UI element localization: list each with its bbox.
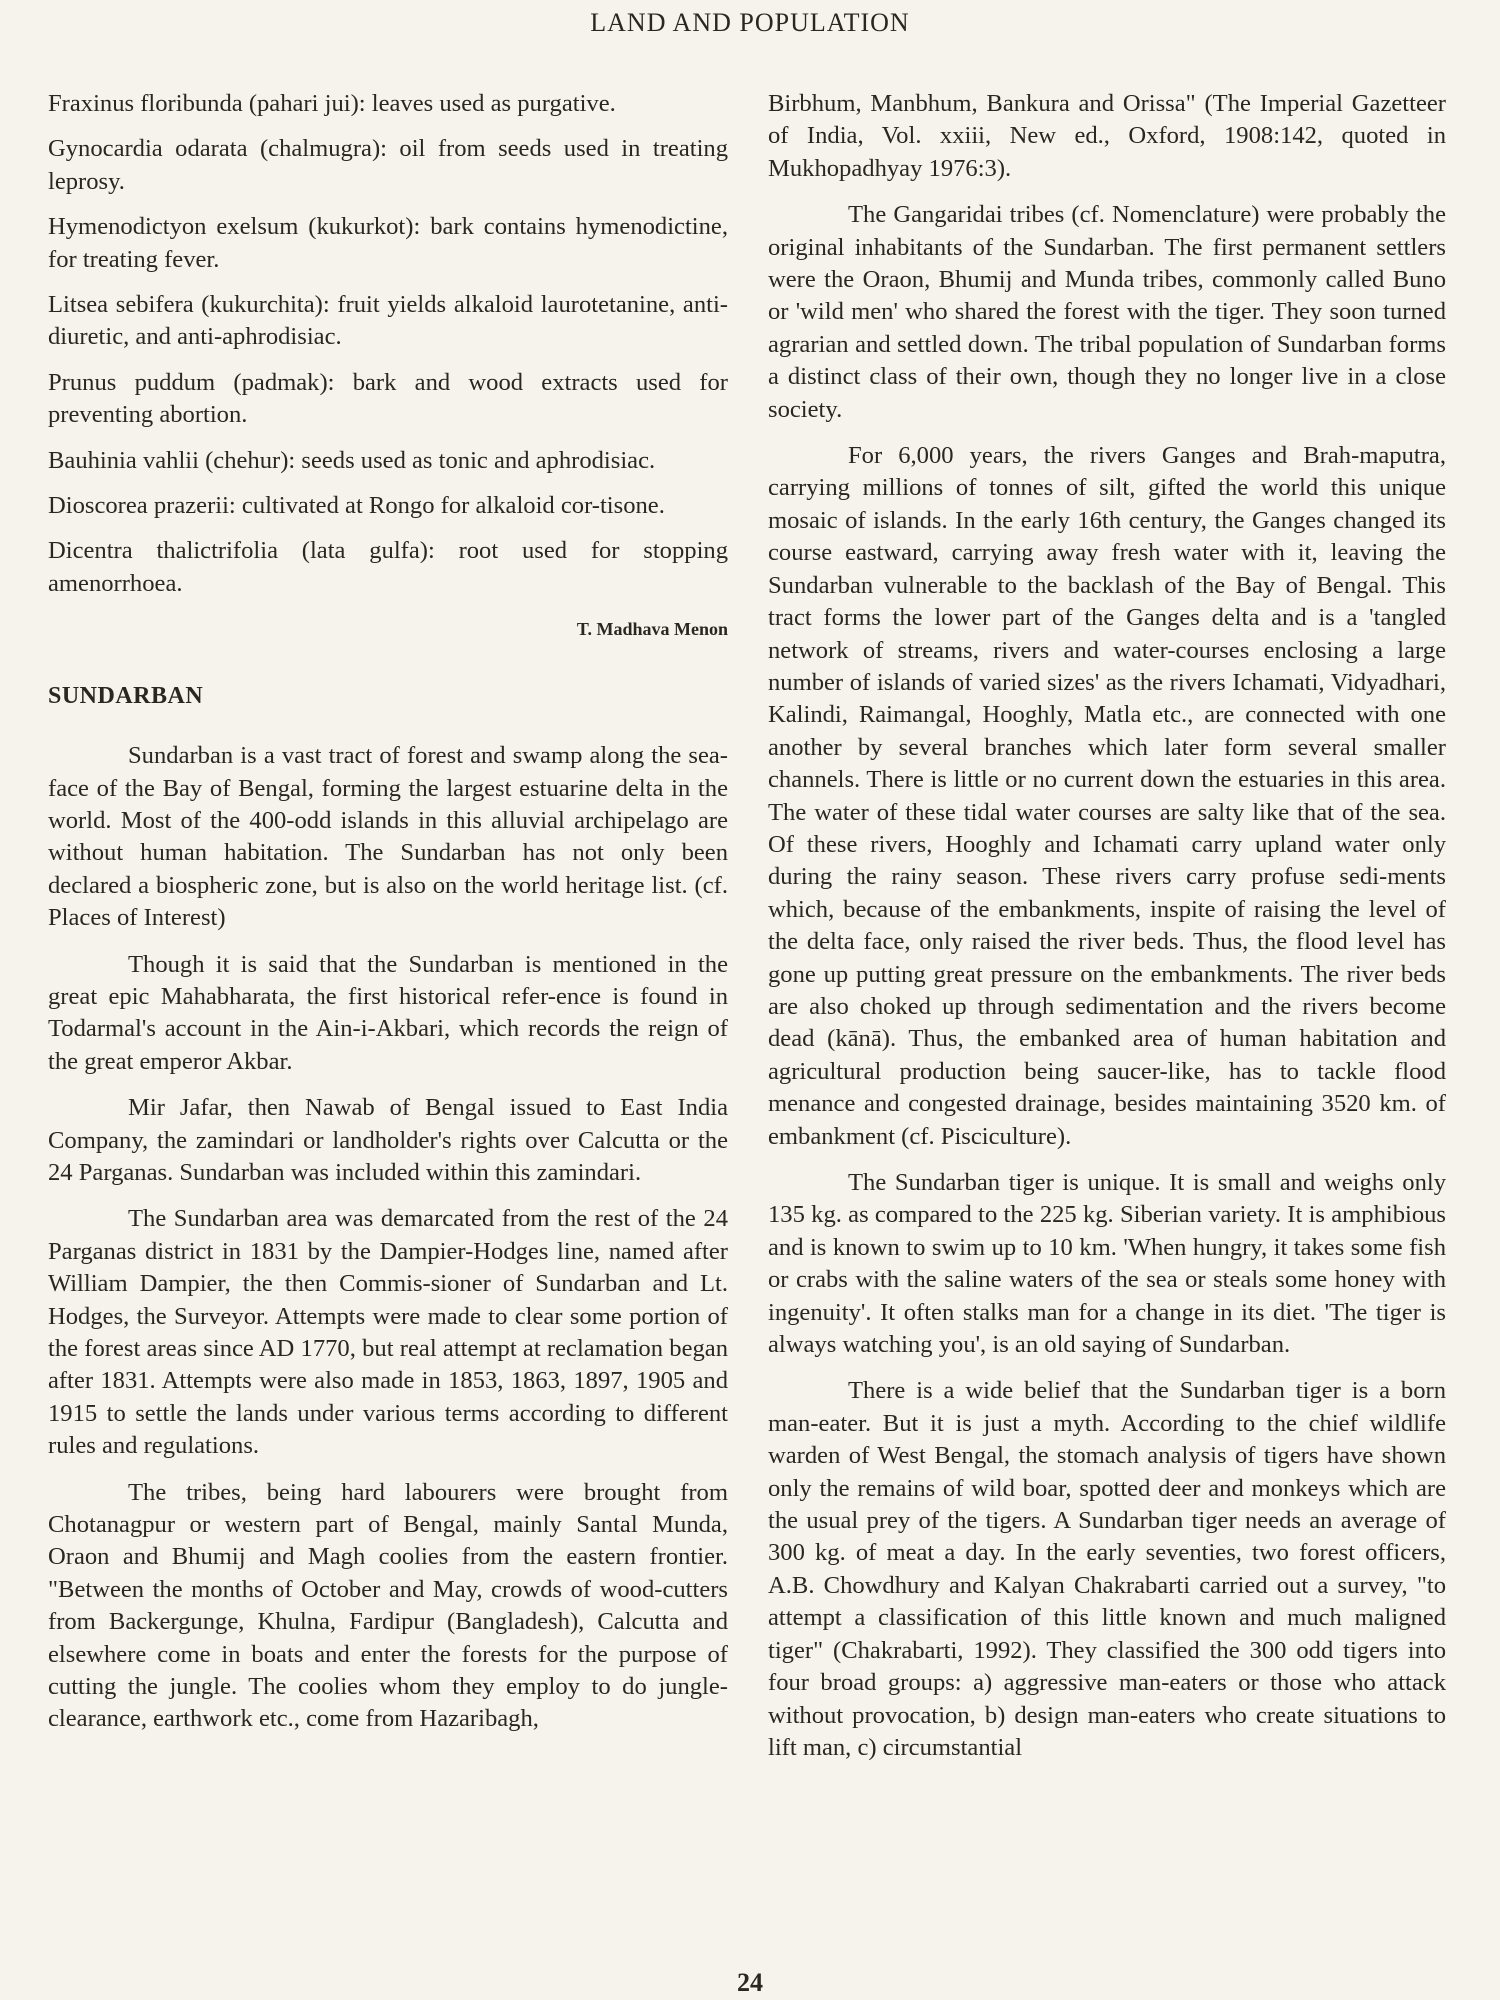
body-paragraph: Birbhum, Manbhum, Bankura and Orissa" (The Imperial Gazetteer of India, Vol. xxiii, New ed., Oxford, 1908:142, quoted in Mukhopadhyay 1976:3). bbox=[768, 90, 1446, 182]
running-head: LAND AND POPULATION bbox=[590, 8, 910, 37]
plant-entry: Prunus puddum (padmak): bark and wood extracts used for preventing abortion. bbox=[48, 368, 728, 429]
left-column bbox=[48, 88, 728, 1750]
body-paragraph: The Gangaridai tribes (cf. Nomenclature) were probably the original inhabitants of the Sundarban. The first permanent settlers were the Oraon, Bhumij and Munda tribes, commonly called Buno or 'wild men' who shared the forest with the tiger. They soon turned agrarian and settled down. The tribal population of Sundarban forms a distinct class of their own, though they no longer live in a close society. bbox=[768, 201, 1446, 423]
body-paragraph: The Sundarban area was demarcated from the rest of the 24 Parganas district in 1831 by the Dampier-Hodges line, named after William Dampier, the then Commis-sioner of Sundarban and Lt. Hodges, the Surveyor. Attempts were made to clear some portion of the forest areas since AD 1770, but real attempt at reclamation began after 1831. Attempts were also made in 1853, 1863, 1897, 1905 and 1915 to settle the lands under various terms according to different rules and regulations. bbox=[48, 1205, 728, 1460]
body-paragraph: Though it is said that the Sundarban is mentioned in the great epic Mahabharata, the first historical refer-ence is found in Todarmal's account in the Ain-i-Akbari, which records the reign of the great emperor Akbar. bbox=[48, 950, 728, 1075]
body-paragraph: For 6,000 years, the rivers Ganges and Brah-maputra, carrying millions of tonnes of silt, gifted the world this unique mosaic of islands. In the early 16th century, the Ganges changed its course eastward, carrying away fresh water with it, leaving the Sundarban vulnerable to the backlash of the Bay of Bengal. This tract forms the lower part of the Ganges delta and is a 'tangled network of streams, rivers and water-courses enclosing a large number of islands of varied sizes' as the rivers Ichamati, Vidyadhari, Kalindi, Raimangal, Hooghly, Matla etc., are connected with one another by several branches which later form several smaller channels. There is little or no current down the estuaries in this area. The water of these tidal water courses are salty like that of the sea. Of these rivers, Hooghly and Ichamati carry upland water only during the rainy season. These rivers carry profuse sedi-ments which, because of the embankments, inspite of raising the level of the delta face, only raised the river beds. Thus, the flood level has gone up putting great pressure on the embankments. The river beds are also choked up through sedimentation and the rivers become dead (kānā). Thus, the embanked area of human habitation and agricultural production being saucer-like, has to tackle flood menance and congested drainage, besides maintaining 3520 km. of embankment (cf. Pisciculture). bbox=[768, 442, 1446, 1150]
body-paragraph: The tribes, being hard labourers were brought from Chotanagpur or western part of Bengal, mainly Santal Munda, Oraon and Bhumij and Magh coolies from the eastern frontier. "Between the months of October and May, crowds of wood-cutters from Backergunge, Khulna, Fardipur (Bangladesh), Calcutta and elsewhere come in boats and enter the forests for the purpose of cutting the jungle. The coolies whom they employ to do jungle-clearance, earthwork etc., come from Hazaribagh, bbox=[48, 1478, 728, 1733]
right-column bbox=[768, 88, 1446, 1778]
plant-entry: Bauhinia vahlii (chehur): seeds used as tonic and aphrodisiac. bbox=[48, 446, 656, 474]
body-paragraph: There is a wide belief that the Sundarban tiger is a born man-eater. But it is just a myth. According to the chief wildlife warden of West Bengal, the stomach analysis of tigers have shown only the remains of wild boar, spotted deer and monkeys which are the usual prey of the tigers. A Sundarban tiger needs an average of 300 kg. of meat a day. In the early seventies, two forest officers, A.B. Chowdhury and Kalyan Chakrabarti carried out a survey, "to attempt a classification of this little known and much maligned tiger" (Chakrabarti, 1992). They classified the 300 odd tigers into four broad groups: a) aggressive man-eaters or those who attack without provocation, b) design man-eaters who create situations to lift man, c) circumstantial bbox=[768, 1377, 1446, 1761]
body-paragraph: The Sundarban tiger is unique. It is small and weighs only 135 kg. as compared to the 225 kg. Siberian variety. It is amphibious and is known to swim up to 10 km. 'When hungry, it takes some fish or crabs with the saline waters of the sea or steals some honey with ingenuity'. It often stalks man for a change in its diet. 'The tiger is always watching you', is an old saying of Sundarban. bbox=[768, 1169, 1446, 1359]
plant-entry: Hymenodictyon exelsum (kukurkot): bark contains hymenodictine, for treating fever. bbox=[48, 213, 728, 273]
body-paragraph: Sundarban is a vast tract of forest and swamp along the sea-face of the Bay of Bengal, forming the largest estuarine delta in the world. Most of the 400-odd islands in this alluvial archipelago are without human habitation. The Sundarban has not only been declared a biospheric zone, but is also on the world heritage list. (cf. Places of Interest) bbox=[48, 742, 728, 932]
author-signature: T. Madhava Menon bbox=[576, 619, 728, 640]
plant-entry: Litsea sebifera (kukurchita): fruit yields alkaloid laurotetanine, anti- diuretic, and anti-aphrodisiac. bbox=[48, 291, 728, 351]
plant-entry: Dioscorea prazerii: cultivated at Rongo for alkaloid cor-tisone. bbox=[48, 492, 665, 520]
body-paragraph: Mir Jafar, then Nawab of Bengal issued to East India Company, the zamindari or landholder's rights over Calcutta or the 24 Parganas. Sundarban was included within this zamindari. bbox=[48, 1094, 728, 1186]
plant-entry: Gynocardia odarata (chalmugra): oil from seeds used in treating leprosy. bbox=[48, 135, 728, 195]
plant-entry: Dicentra thalictrifolia (lata gulfa): root used for stopping amenorrhoea. bbox=[48, 537, 728, 597]
page-number: 24 bbox=[737, 1968, 763, 1997]
section-heading: SUNDARBAN bbox=[48, 682, 204, 709]
plant-entry: Fraxinus floribunda (pahari jui): leaves used as purgative. bbox=[48, 90, 616, 117]
